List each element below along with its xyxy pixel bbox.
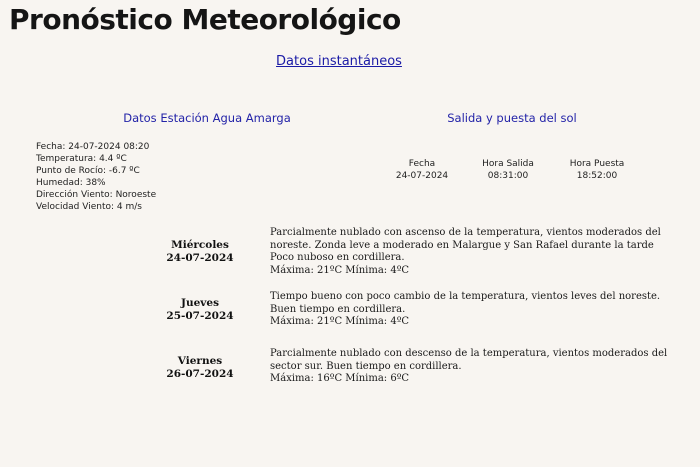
station-date: Fecha: 24-07-2024 08:20 [36, 142, 150, 152]
forecast-description: Parcialmente nublado con ascenso de la temperatura, vientos moderados del noreste. Zonda leve a moderado en Malargue y San Rafael durante la tarde Poco nuboso en cordillera. [270, 227, 661, 264]
station-dew-point: Punto de Rocío: -6.7 ºC [36, 166, 140, 177]
forecast-text-1 [270, 227, 670, 277]
station-heading: Datos Estación Agua Amarga [123, 111, 291, 125]
forecast-text-2 [270, 291, 670, 329]
forecast-temperatures: Máxima: 21ºC Mínima: 4ºC [270, 264, 410, 276]
forecast-day-2 [150, 297, 250, 323]
forecast-temperatures: Máxima: 16ºC Mínima: 6ºC [270, 373, 410, 385]
forecast-day-3 [150, 355, 250, 381]
station-temperature: Temperatura: 4.4 ºC [36, 154, 127, 165]
forecast-temperatures: Máxima: 21ºC Mínima: 4ºC [270, 316, 410, 328]
sunrise-column [472, 158, 544, 182]
forecast-day-1 [150, 239, 250, 265]
forecast-day-name: Viernes [177, 355, 223, 367]
sun-date-value: 24-07-2024 [395, 171, 449, 181]
sunset-value: 18:52:00 [576, 171, 618, 181]
station-wind-direction: Dirección Viento: Noroeste [36, 190, 157, 201]
station-humidity: Humedad: 38% [36, 178, 106, 189]
instant-data-link[interactable]: Datos instantáneos [276, 54, 402, 69]
sunrise-value: 08:31:00 [487, 171, 529, 181]
sunset-label: Hora Puesta [569, 159, 625, 169]
station-wind-speed: Velocidad Viento: 4 m/s [36, 202, 142, 213]
sun-heading: Salida y puesta del sol [447, 111, 577, 125]
forecast-description: Parcialmente nublado con descenso de la temperatura, vientos moderados del sector sur. Buen tiempo en cordillera. [270, 348, 668, 372]
sunrise-label: Hora Salida [482, 159, 534, 169]
forecast-day-date: 24-07-2024 [166, 252, 234, 264]
station-info [36, 141, 156, 214]
page-title: Pronóstico Meteorológico [9, 3, 401, 36]
sunset-column [561, 158, 633, 182]
sun-date-label: Fecha [408, 159, 436, 169]
forecast-description: Tiempo bueno con poco cambio de la temperatura, vientos leves del noreste. Buen tiempo en cordillera. [270, 291, 661, 315]
forecast-day-date: 25-07-2024 [166, 310, 234, 322]
forecast-day-name: Miércoles [171, 239, 229, 251]
sun-date-column [386, 158, 458, 182]
forecast-text-3 [270, 348, 670, 386]
forecast-day-date: 26-07-2024 [166, 368, 234, 380]
forecast-day-name: Jueves [181, 297, 219, 309]
